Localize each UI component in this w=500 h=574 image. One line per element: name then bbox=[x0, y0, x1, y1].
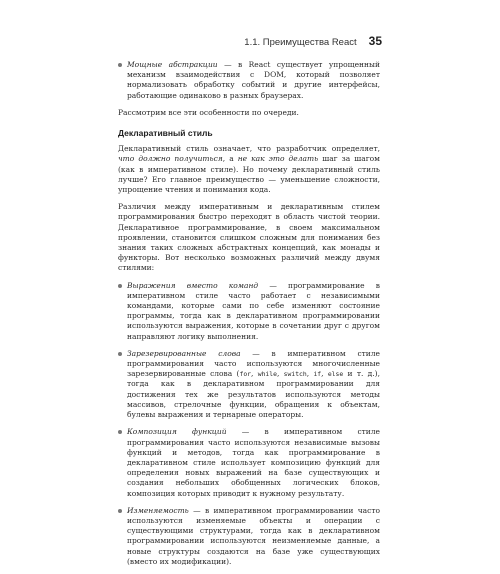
code-keyword: for bbox=[239, 370, 252, 379]
bullet-term: Мощные абстракции bbox=[127, 60, 218, 69]
bullet-mutability bbox=[118, 506, 380, 567]
separator: , bbox=[321, 369, 328, 379]
running-header bbox=[244, 34, 382, 48]
bullet-dot-icon bbox=[118, 284, 122, 288]
text-span: Декларативный стиль означает, что разработчик определяет, bbox=[118, 144, 380, 154]
bullet-dot-icon bbox=[118, 352, 122, 356]
bullet-composition bbox=[118, 427, 380, 498]
bullet-term: Композиция функций bbox=[127, 427, 227, 437]
intro-paragraph: Рассмотрим все эти особенности по очереди. bbox=[118, 107, 299, 117]
running-header-section: 1.1. Преимущества React bbox=[244, 37, 357, 48]
bullet-reserved-words bbox=[118, 349, 380, 420]
bullet-dot-icon bbox=[118, 63, 122, 67]
code-keyword: switch bbox=[283, 370, 307, 379]
text-span: , а bbox=[222, 154, 238, 164]
bullet-text: — в React существует упрощенный механизм взаимодействия с DOM, который позволяет нормализовать обработку событий и другие интерфейсы, работающие одинаково в разных браузерах. bbox=[127, 60, 380, 100]
bullet-dot-icon bbox=[118, 430, 122, 434]
code-keyword: if bbox=[313, 370, 322, 379]
paragraph-differences: Различия между императивным и декларативным стилем программирования быстро переходят в область чистой теории. Декларативное программирование, в своем максимальном проявлении, становится слишком сложным для понимания без знания таких сложных абстрактных концепций, как монады и функторы. Вот несколько возможных различий между двумя стилями: bbox=[118, 202, 380, 273]
bullet-text: — программирование в императивном стиле часто работает с независимыми командами, которые сами по себе изменяют состояние программы, тогда как в декларативном программировании используются выражения, которые в сочетании друг с другом направляют логику выполнения. bbox=[127, 280, 380, 341]
separator: , bbox=[276, 369, 284, 379]
bullet-term: Выражения вместо команд bbox=[127, 280, 259, 290]
bullet-text: и т. д.), тогда как в декларативном программировании для достижения тех же результатов используются методы массивов, стрелочные функции, обращения к объектам, булевы выражения и тернарные операторы. bbox=[127, 369, 380, 420]
separator: , bbox=[306, 369, 314, 379]
bullet-text: — в императивном программировании часто используются изменяемые объекты и операции с существующими структурами, тогда как в декларативном программировании используются неизменяемые данные, а новые структуры создаются на базе уже существующих (вместо их модификации). bbox=[127, 505, 380, 566]
page-body bbox=[118, 60, 380, 574]
emphasis-text: не как это делать bbox=[237, 154, 319, 164]
bullet-term: Изменяемость bbox=[127, 505, 189, 515]
bullet-term: Зарезервированные слова bbox=[127, 348, 241, 358]
page-number: 35 bbox=[368, 34, 382, 48]
text-span: шаг за шагом (как в императивном стиле). Но почему декларативный стиль лучше? Его главное преимущество — уменьшение сложности, упрощение чтения и понимания кода. bbox=[118, 154, 380, 195]
bullet-text: — в императивном стиле программирования часто используются многочисленные зарезервированные слова ( bbox=[127, 348, 380, 379]
intro-bullet bbox=[118, 60, 380, 101]
code-keyword: while bbox=[257, 370, 277, 379]
code-keyword: else bbox=[327, 370, 344, 379]
section-heading: Декларативный стиль bbox=[118, 128, 213, 139]
bullet-expressions bbox=[118, 281, 380, 342]
bullet-text: — в императивном стиле программирования часто используются независимые вызовы функций и методов, тогда как программирование в декларативном стиле использует композицию функций для определения новых выражений на базе существующих и создания небольших обобщенных логических блоков, композиция которых приводит к нужному результату. bbox=[127, 427, 380, 498]
separator: , bbox=[251, 369, 258, 379]
paragraph-definition bbox=[118, 144, 380, 195]
bullet-dot-icon bbox=[118, 509, 122, 513]
emphasis-text: что должно получиться bbox=[118, 154, 223, 164]
